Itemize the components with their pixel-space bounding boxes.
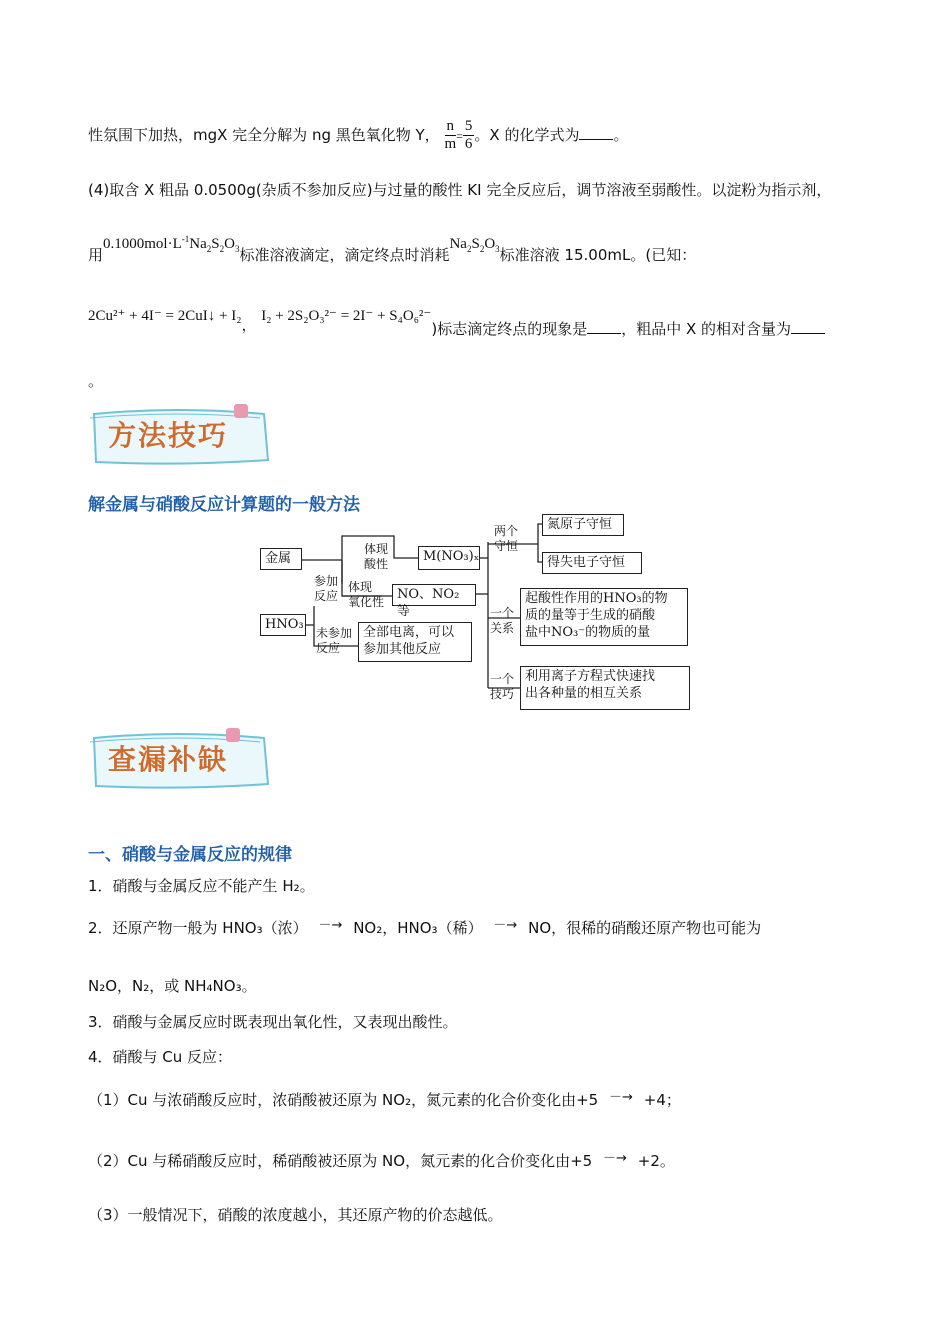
arrow-icon: －→ bbox=[603, 1151, 627, 1166]
rule-2-cont: N₂O，N₂，或 NH₄NO₃。 bbox=[88, 977, 257, 995]
label-one-relation: 一个 关系 bbox=[490, 606, 515, 635]
problem-line-2: (4)取含 X 粗品 0.0500g(杂质不参加反应)与过量的酸性 KI 完全反应后，调节溶液至弱酸性。以淀粉为指示剂， bbox=[88, 181, 832, 199]
box-gases: NO、NO₂等 bbox=[392, 584, 476, 606]
equation-i2-s2o3: I₂ + 2S₂O₃²⁻ = 2I⁻ + S₄O₆²⁻ bbox=[261, 308, 432, 324]
problem-line-4: 2Cu²⁺ + 4I⁻ = 2CuI↓ + I₂， I₂ + 2S₂O₃²⁻ = 2I⁻ + S₄O₆²⁻)标志滴定终点的现象是 ，粗品中 X 的相对含量为 bbox=[88, 304, 825, 327]
box-other-reactions: 全部电离，可以 参加其他反应 bbox=[358, 622, 472, 662]
box-technique: 利用离子方程式快速找 出各种量的相互关系 bbox=[520, 666, 690, 710]
paperclip-icon bbox=[234, 404, 248, 418]
box-salt: M(NO₃)ₓ bbox=[418, 546, 480, 570]
equation-cu-i: 2Cu²⁺ + 4I⁻ = 2CuI↓ + I₂ bbox=[88, 308, 242, 324]
box-metal: 金属 bbox=[260, 548, 302, 570]
label-acidity: 体现 酸性 bbox=[364, 542, 389, 571]
rule-3: 3．硝酸与金属反应时既表现出氧化性，又表现出酸性。 bbox=[88, 1013, 458, 1031]
box-electron-conservation: 得失电子守恒 bbox=[542, 552, 642, 574]
box-nitrogen-conservation: 氮原子守恒 bbox=[542, 514, 624, 536]
rule-2: 2．还原产物一般为 HNO₃（浓） －→ NO₂，HNO₃（稀） －→ NO，很稀的硝酸还原产物也可能为 bbox=[88, 917, 761, 941]
arrow-icon: －→ bbox=[318, 918, 343, 933]
banner-method-tips: 方法技巧 bbox=[88, 402, 268, 466]
arrow-icon: －→ bbox=[493, 918, 518, 933]
banner-fill-gaps: 查漏补缺 bbox=[88, 726, 268, 790]
rule-4-2: （2）Cu 与稀硝酸反应时，稀硝酸被还原为 NO，氮元素的化合价变化由+5 －→ +2。 bbox=[88, 1150, 675, 1174]
problem-line-3: 用$0.1000mol\cdot L^{-1}Na_2S_2O_3$标准溶液滴定，滴定终点时消耗$Na_2S_2O_3$标准溶液 15.00mL。(已知： bbox=[88, 234, 697, 264]
fraction-5-over-6: $\frac{5}{6}$ bbox=[464, 118, 473, 152]
box-relation: 起酸性作用的HNO₃的物 质的量等于生成的硝酸 盐中NO₃⁻的物质的量 bbox=[520, 588, 688, 646]
rule-1: 1．硝酸与金属反应不能产生 H₂。 bbox=[88, 877, 315, 895]
label-react: 参加 反应 bbox=[314, 574, 339, 603]
arrow-icon: －→ bbox=[609, 1090, 633, 1105]
answer-blank bbox=[587, 319, 621, 334]
flow-diagram bbox=[258, 512, 698, 712]
problem-line-5: 。 bbox=[88, 372, 104, 390]
fraction-n-over-m: $\frac{n}{m}$ bbox=[444, 118, 457, 152]
rule-4-1: （1）Cu 与浓硝酸反应时，浓硝酸被还原为 NO₂，氮元素的化合价变化由+5 －→ +4； bbox=[88, 1089, 681, 1113]
label-oxidizing: 体现 氧化性 bbox=[348, 580, 385, 609]
label-noreact: 未参加 反应 bbox=[316, 626, 353, 655]
answer-blank bbox=[579, 125, 613, 140]
section-heading-method: 解金属与硝酸反应计算题的一般方法 bbox=[88, 495, 360, 515]
problem-line-1: 性氛围下加热，mgX 完全分解为 ng 黑色氧化物 Y， $\frac{n}{m}$ = $\frac{5}{6}$ 。X 的化学式为 。 bbox=[88, 118, 629, 152]
box-hno3: HNO₃ bbox=[260, 614, 306, 636]
section-heading-rules: 一、硝酸与金属反应的规律 bbox=[88, 845, 292, 865]
rule-4: 4．硝酸与 Cu 反应： bbox=[88, 1048, 233, 1066]
answer-blank bbox=[791, 319, 825, 334]
rule-4-3: （3）一般情况下，硝酸的浓度越小，其还原产物的价态越低。 bbox=[88, 1206, 503, 1224]
label-one-technique: 一个 技巧 bbox=[490, 672, 515, 701]
paperclip-icon bbox=[226, 728, 240, 742]
label-two-conservation: 两个 守恒 bbox=[494, 524, 519, 553]
